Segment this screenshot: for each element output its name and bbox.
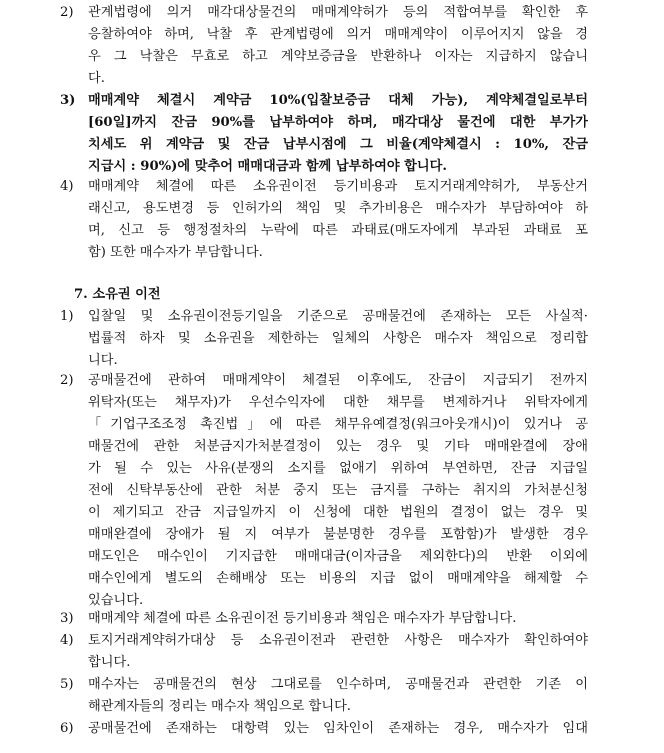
- clause-line: 다.: [88, 71, 105, 86]
- clause-line: 니다.: [88, 353, 118, 368]
- clause-line: 법률적 하자 및 소유권을 제한하는 일체의 사항은 매수자 책임으로 정리합: [88, 331, 588, 346]
- clause-6-3: [60, 90, 588, 178]
- clause-number: 5): [60, 677, 74, 692]
- clause-line: 매도인은 매수인이 기지급한 매매대금(이자금을 제외한다)의 반환 이외에: [88, 549, 588, 564]
- clause-line: 이 제기되고 잔금 지급일까지 이 신청에 대한 법원의 결정이 없는 경우 및: [88, 505, 588, 520]
- clause-7-6: [60, 718, 588, 740]
- clause-number: 3): [60, 611, 74, 626]
- clause-line: 매물건에 관한 처분금지가처분결정이 있는 경우 및 기타 매매완결에 장애: [88, 439, 588, 454]
- clause-number: 1): [60, 309, 74, 324]
- clause-line: 가 될 수 있는 사유(분쟁의 소지를 없애기 위하여 부연하면, 잔금 지급일: [88, 461, 588, 476]
- section-heading: 7. 소유권 이전: [74, 287, 161, 302]
- clause-7-1: [60, 306, 588, 372]
- clause-line: 응찰하여야 하며, 낙찰 후 관계법령에 의거 매매계약이 이루어지지 않을 경: [88, 27, 588, 42]
- clause-number: 4): [60, 633, 74, 648]
- clause-line: 며, 신고 등 행정절차의 누락에 따른 과태료(매도자에게 부과된 과태료 포: [88, 223, 588, 238]
- clause-line: 매매완결에 장애가 될 지 여부가 불분명한 경우를 포함함)가 발생한 경우: [88, 527, 588, 542]
- clause-line: 매매계약 체결에 따른 소유권이전 등기비용과 토지거래계약허가, 부동산거: [88, 179, 588, 194]
- clause-line: 위탁자(또는 채무자)가 우선수익자에 대한 채무를 변제하거나 위탁자에게: [88, 395, 588, 410]
- clause-line: 매매계약 체결에 따른 소유권이전 등기비용과 책임은 매수자가 부담합니다.: [88, 611, 517, 626]
- clause-number: 3): [60, 93, 76, 108]
- clause-6-2: [60, 2, 588, 90]
- clause-line: 있습니다.: [88, 593, 144, 608]
- clause-6-4: [60, 176, 588, 264]
- clause-7-3: [60, 608, 588, 630]
- clause-line: 공매물건에 존재하는 대항력 있는 임차인이 존재하는 경우, 매수자가 임대: [88, 721, 588, 736]
- clause-7-2: [60, 370, 588, 612]
- clause-line: 토지거래계약허가대상 등 소유권이전과 관련한 사항은 매수자가 확인하여야: [88, 633, 588, 648]
- clause-line: 래신고, 용도변경 등 인허가의 책임 및 추가비용은 매수자가 부담하여야 하: [88, 201, 588, 216]
- clause-line: 관계법령에 의거 매각대상물건의 매매계약허가 등의 적합여부를 확인한 후: [88, 5, 588, 20]
- clause-line: 매수인에게 별도의 손해배상 또는 비용의 지급 없이 매매계약을 해제할 수: [88, 571, 588, 586]
- clause-number: 2): [60, 5, 74, 20]
- clause-line: [60일]까지 잔금 90%를 납부하여야 하며, 매각대상 물건에 대한 부가가: [88, 115, 588, 130]
- clause-line: 매수자는 공매물건의 현상 그대로를 인수하며, 공매물건과 관련한 기존 이: [88, 677, 588, 692]
- clause-number: 4): [60, 179, 74, 194]
- clause-line: 공매물건에 관하여 매매계약이 체결된 이후에도, 잔금이 지급되기 전까지: [88, 373, 588, 388]
- clause-number: 2): [60, 373, 74, 388]
- clause-line: 전에 신탁부동산에 관한 처분 중지 또는 금지를 구하는 취지의 가처분신청: [88, 483, 588, 498]
- clause-line: 매매계약 체결시 계약금 10%(입찰보증금 대체 가능), 계약체결일로부터: [88, 93, 588, 108]
- clause-line: 입찰일 및 소유권이전등기일을 기준으로 공매물건에 존재하는 모든 사실적·: [88, 309, 588, 324]
- clause-line: 「기업구조조정 촉진법」에 따른 채무유예결정(워크아웃개시)이 있거나 공: [88, 417, 588, 432]
- clause-line: 우 그 낙찰은 무효로 하고 계약보증금을 반환하나 이자는 지급하지 않습니: [88, 49, 588, 64]
- clause-line: 해관계자들의 정리는 매수자 책임으로 합니다.: [88, 699, 352, 714]
- clause-7-4: [60, 630, 588, 674]
- clause-line: 지급시 : 90%)에 맞추어 매매대금과 함께 납부하여야 합니다.: [88, 159, 447, 174]
- clause-line: 치세도 위 계약금 및 잔금 납부시점에 그 비율(계약체결시 : 10%, 잔금: [88, 137, 588, 152]
- clause-line: 함) 또한 매수자가 부담합니다.: [88, 245, 263, 260]
- clause-7-5: [60, 674, 588, 718]
- clause-number: 6): [60, 721, 74, 736]
- clause-line: 합니다.: [88, 655, 131, 670]
